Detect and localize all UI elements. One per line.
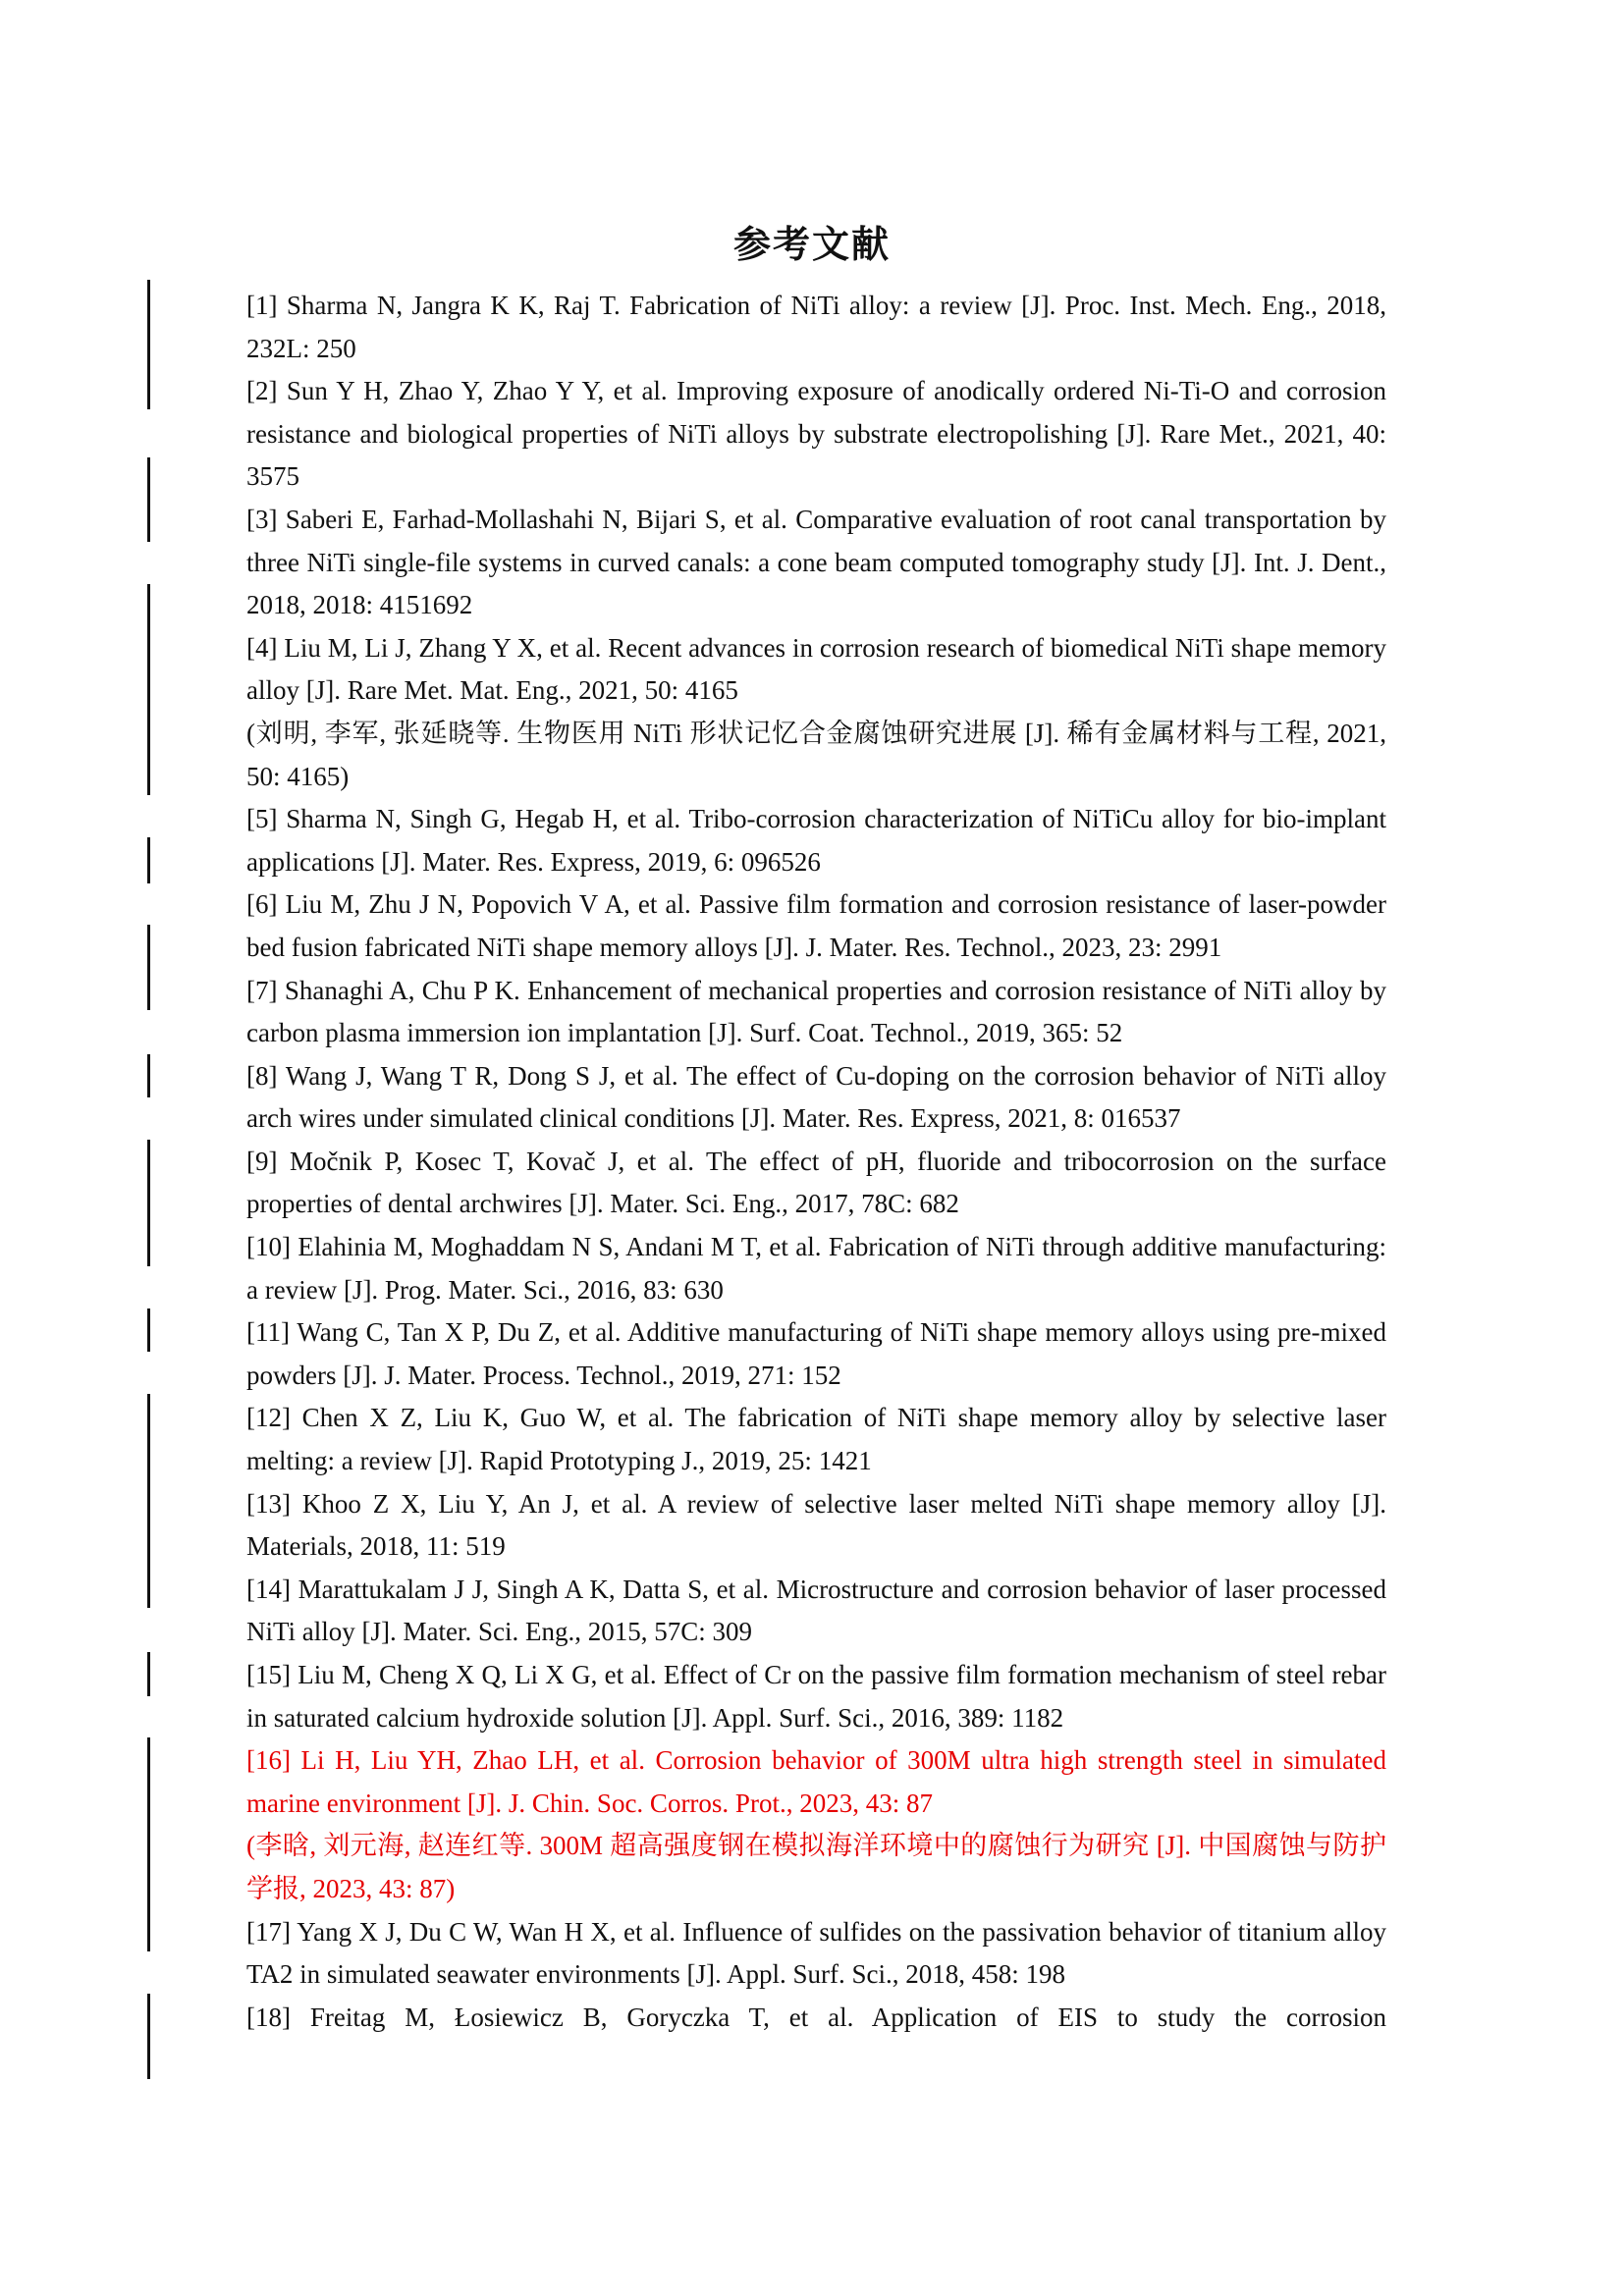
reference-item: [17] Yang X J, Du C W, Wan H X, et al. Influence of sulfides on the passivation behavior of titanium alloy TA2 in simulated seawater environments [J]. Appl. Surf. Sci., 2018, 458: 198: [246, 1916, 1386, 1990]
page-title: 参考文献: [732, 225, 891, 266]
change-bar: [147, 457, 150, 542]
reference-item: [4] Liu M, Li J, Zhang Y X, et al. Recent advances in corrosion research of biomedical NiTi shape memory alloy [J]. Rare Met. Mat. Eng., 2021, 50: 4165: [246, 632, 1386, 706]
change-bar: [147, 925, 150, 1010]
reference-item: [13] Khoo Z X, Liu Y, An J, et al. A review of selective laser melted NiTi shape memory alloy [J]. Materials, 2018, 11: 519: [246, 1488, 1386, 1562]
reference-item-chinese: (刘明, 李军, 张延晓等. 生物医用 NiTi 形状记忆合金腐蚀研究进展 [J]. 稀有金属材料与工程, 2021, 50: 4165): [246, 718, 1386, 791]
reference-item: [9] Močnik P, Kosec T, Kovač J, et al. The effect of pH, fluoride and tribocorrosion on the surface properties of dental archwires [J]. Mater. Sci. Eng., 2017, 78C: 682: [246, 1146, 1386, 1219]
reference-item: [14] Marattukalam J J, Singh A K, Datta S, et al. Microstructure and corrosion behavior of laser processed NiTi alloy [J]. Mater. Sci. Eng., 2015, 57C: 309: [246, 1574, 1386, 1647]
change-bar: [147, 280, 150, 409]
reference-item: [2] Sun Y H, Zhao Y, Zhao Y Y, et al. Improving exposure of anodically ordered Ni-Ti-O and corrosion resistance and biological properties of NiTi alloys by substrate electropolishing [J]. Rare Met., 2021, 40: 3575: [246, 376, 1386, 492]
change-bar: [147, 1394, 150, 1608]
reference-item: [18] Freitag M, Łosiewicz B, Goryczka T, et al. Application of EIS to study the corrosion: [246, 2002, 1386, 2032]
reference-item: [7] Shanaghi A, Chu P K. Enhancement of mechanical properties and corrosion resistance of NiTi alloy by carbon plasma immersion ion implantation [J]. Surf. Coat. Technol., 2019, 365: 52: [246, 975, 1386, 1048]
change-bar: [147, 1652, 150, 1696]
change-bar: [147, 1140, 150, 1266]
change-bar: [147, 1054, 150, 1097]
reference-list: [246, 285, 1386, 2039]
reference-item-chinese-highlighted: (李晗, 刘元海, 赵连红等. 300M 超高强度钢在模拟海洋环境中的腐蚀行为研究 [J]. 中国腐蚀与防护学报, 2023, 43: 87): [246, 1831, 1386, 1903]
change-bar: [147, 1994, 150, 2079]
reference-item: [5] Sharma N, Singh G, Hegab H, et al. Tribo-corrosion characterization of NiTiCu alloy for bio-implant applications [J]. Mater. Res. Express, 2019, 6: 096526: [246, 804, 1386, 877]
reference-item-highlighted: [16] Li H, Liu YH, Zhao LH, et al. Corrosion behavior of 300M ultra high strength steel in simulated marine environment [J]. J. Chin. Soc. Corros. Prot., 2023, 43: 87: [246, 1745, 1386, 1818]
change-bar: [147, 1737, 150, 1951]
change-bar: [147, 584, 150, 795]
reference-item: [15] Liu M, Cheng X Q, Li X G, et al. Effect of Cr on the passive film formation mechanism of steel rebar in saturated calcium hydroxide solution [J]. Appl. Surf. Sci., 2016, 389: 1182: [246, 1660, 1386, 1733]
change-bar: [147, 837, 150, 883]
reference-item: [12] Chen X Z, Liu K, Guo W, et al. The fabrication of NiTi shape memory alloy by selective laser melting: a review [J]. Rapid Prototyping J., 2019, 25: 1421: [246, 1403, 1386, 1476]
reference-item: [3] Saberi E, Farhad-Mollashahi N, Bijari S, et al. Comparative evaluation of root canal transportation by three NiTi single-file systems in curved canals: a cone beam computed tomography study [J]. Int. J. Dent., 2018, 2018: 4151692: [246, 504, 1386, 620]
change-bar: [147, 1308, 150, 1352]
reference-item: [8] Wang J, Wang T R, Dong S J, et al. The effect of Cu-doping on the corrosion behavior of NiTi alloy arch wires under simulated clinical conditions [J]. Mater. Res. Express, 2021, 8: 016537: [246, 1060, 1386, 1134]
reference-item: [10] Elahinia M, Moghaddam N S, Andani M T, et al. Fabrication of NiTi through additive manufacturing: a review [J]. Prog. Mater. Sci., 2016, 83: 630: [246, 1232, 1386, 1305]
reference-item: [6] Liu M, Zhu J N, Popovich V A, et al. Passive film formation and corrosion resistance of laser-powder bed fusion fabricated NiTi shape memory alloys [J]. J. Mater. Res. Technol., 2023, 23: 2991: [246, 889, 1386, 962]
reference-item: [1] Sharma N, Jangra K K, Raj T. Fabrication of NiTi alloy: a review [J]. Proc. Inst. Mech. Eng., 2018, 232L: 250: [246, 291, 1386, 363]
reference-item: [11] Wang C, Tan X P, Du Z, et al. Additive manufacturing of NiTi shape memory alloys using pre-mixed powders [J]. J. Mater. Process. Technol., 2019, 271: 152: [246, 1317, 1386, 1390]
